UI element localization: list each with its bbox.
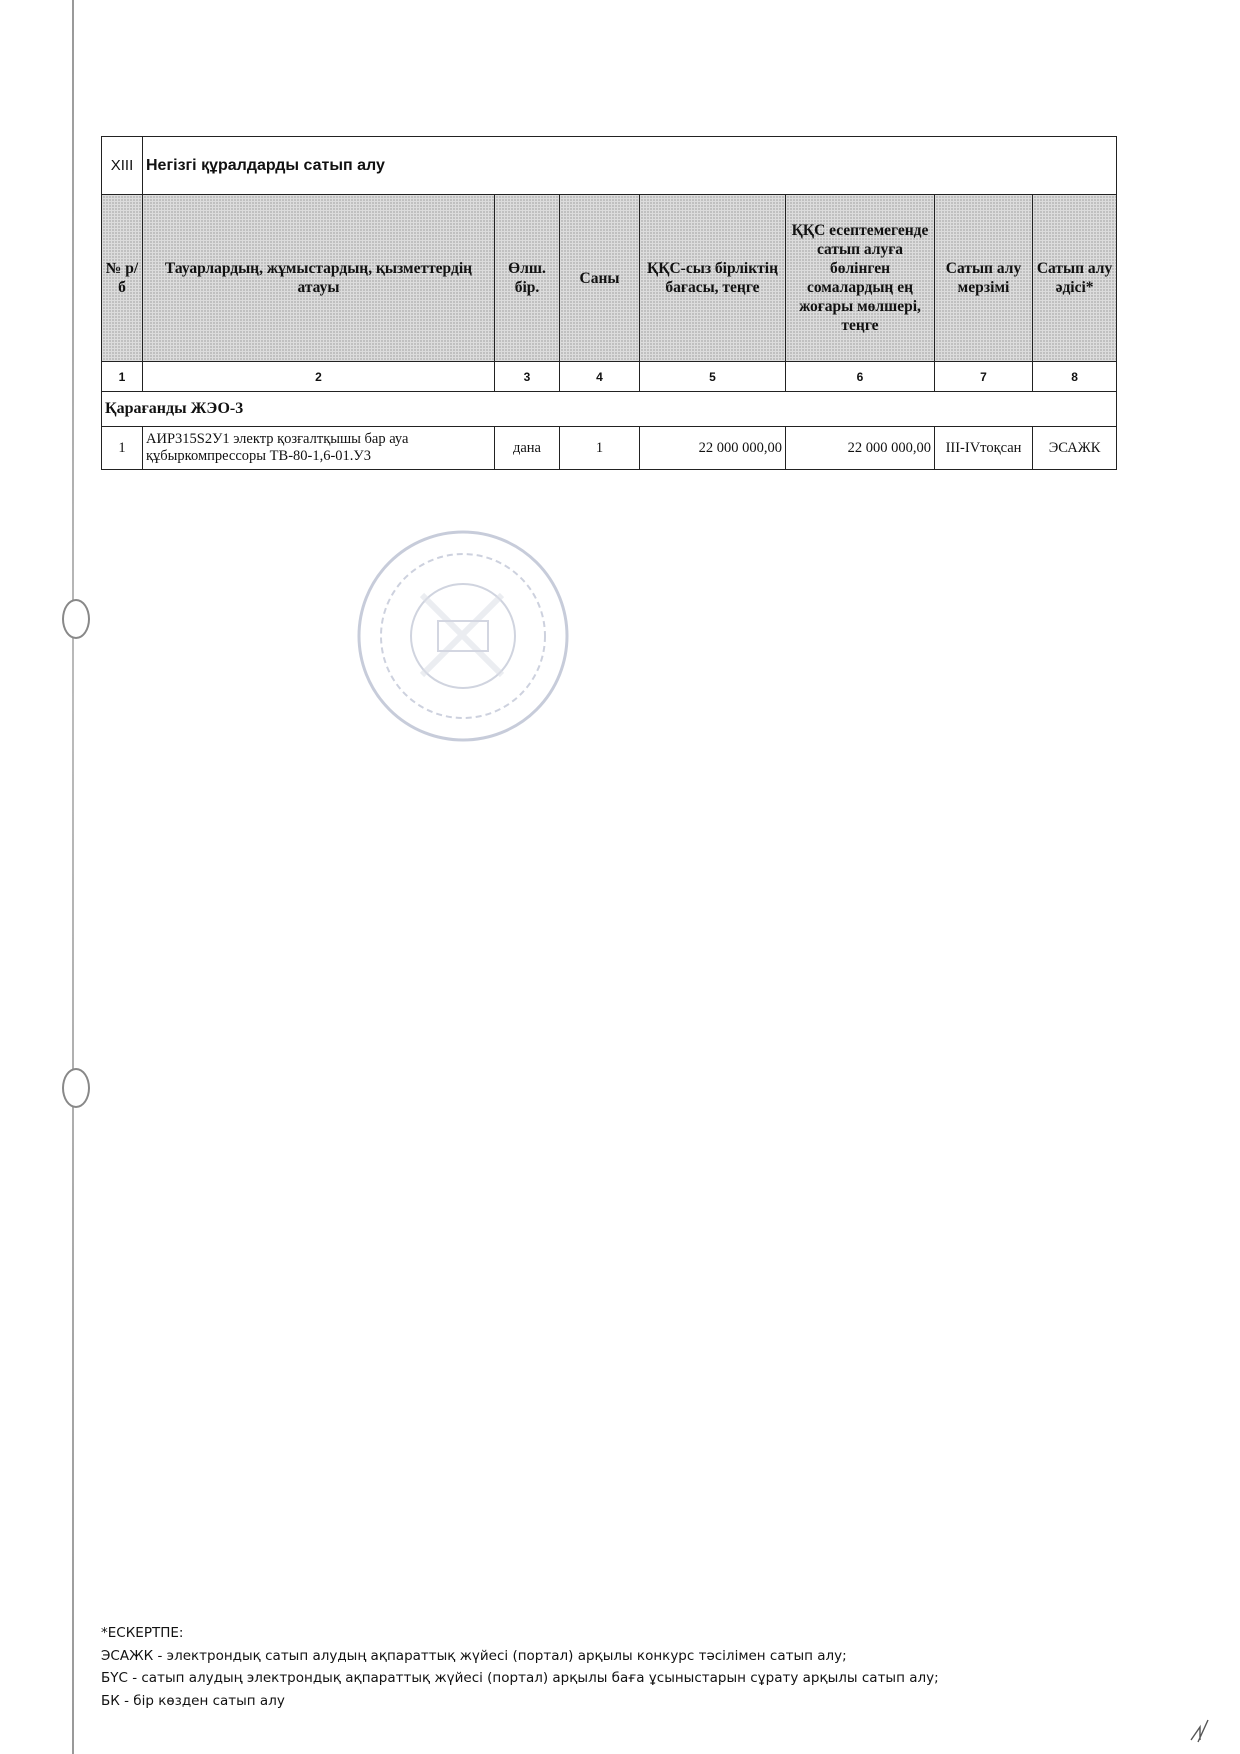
note-line: ЭСАЖК - электрондық сатып алудың ақпараттық жүйесі (портал) арқылы конкурс тәсілімен сатып алу; xyxy=(101,1647,847,1664)
note-line: БК - бір көзден сатып алу xyxy=(101,1692,285,1709)
group-title: Қарағанды ЖЭО-3 xyxy=(102,392,1117,427)
item-name: АИР315S2У1 электр қозғалтқышы бар ауа құбыркомпрессоры ТВ-80-1,6-01.У3 xyxy=(143,427,495,470)
header-qty: Саны xyxy=(560,195,640,362)
item-number: 1 xyxy=(102,427,143,470)
header-price: ҚҚС-сыз бірліктің бағасы, теңге xyxy=(640,195,786,362)
header-period: Сатып алу мерзімі xyxy=(935,195,1033,362)
procurement-table xyxy=(101,136,1117,470)
punch-hole-icon xyxy=(62,1068,90,1108)
header-row xyxy=(102,195,1117,362)
header-name: Тауарлардың, жұмыстардың, қызметтердің атауы xyxy=(143,195,495,362)
column-number: 3 xyxy=(495,362,560,392)
item-total-amount: 22 000 000,00 xyxy=(786,427,935,470)
column-number: 8 xyxy=(1033,362,1117,392)
column-number: 1 xyxy=(102,362,143,392)
footnotes xyxy=(101,1622,939,1712)
header-num: № р/б xyxy=(102,195,143,362)
punch-hole-icon xyxy=(62,599,90,639)
section-number: XIII xyxy=(102,137,143,195)
column-number: 6 xyxy=(786,362,935,392)
column-number: 5 xyxy=(640,362,786,392)
column-number: 2 xyxy=(143,362,495,392)
group-row xyxy=(102,392,1117,427)
section-title: Негізгі құралдарды сатып алу xyxy=(143,137,1117,195)
header-total: ҚҚС есептемегенде сатып алуға бөлінген сомалардың ең жоғары мөлшері, теңге xyxy=(786,195,935,362)
column-number: 4 xyxy=(560,362,640,392)
notes-title: *ЕСКЕРТПЕ: xyxy=(101,1625,184,1641)
round-seal-stamp-icon xyxy=(352,525,574,747)
header-unit: Өлш. бір. xyxy=(495,195,560,362)
section-row xyxy=(102,137,1117,195)
header-method: Сатып алу әдісі* xyxy=(1033,195,1117,362)
item-method: ЭСАЖК xyxy=(1033,427,1117,470)
item-period: III-IVтоқсан xyxy=(935,427,1033,470)
item-unit-price: 22 000 000,00 xyxy=(640,427,786,470)
binding-line xyxy=(72,0,74,1754)
table-row xyxy=(102,427,1117,470)
column-number-row xyxy=(102,362,1117,392)
item-unit: дана xyxy=(495,427,560,470)
column-number: 7 xyxy=(935,362,1033,392)
item-quantity: 1 xyxy=(560,427,640,470)
note-line: БҮС - сатып алудың электрондық ақпараттық жүйесі (портал) арқылы баға ұсыныстарын сұрату арқылы сатып алу; xyxy=(101,1670,939,1686)
handwritten-mark-icon xyxy=(1188,1718,1212,1744)
